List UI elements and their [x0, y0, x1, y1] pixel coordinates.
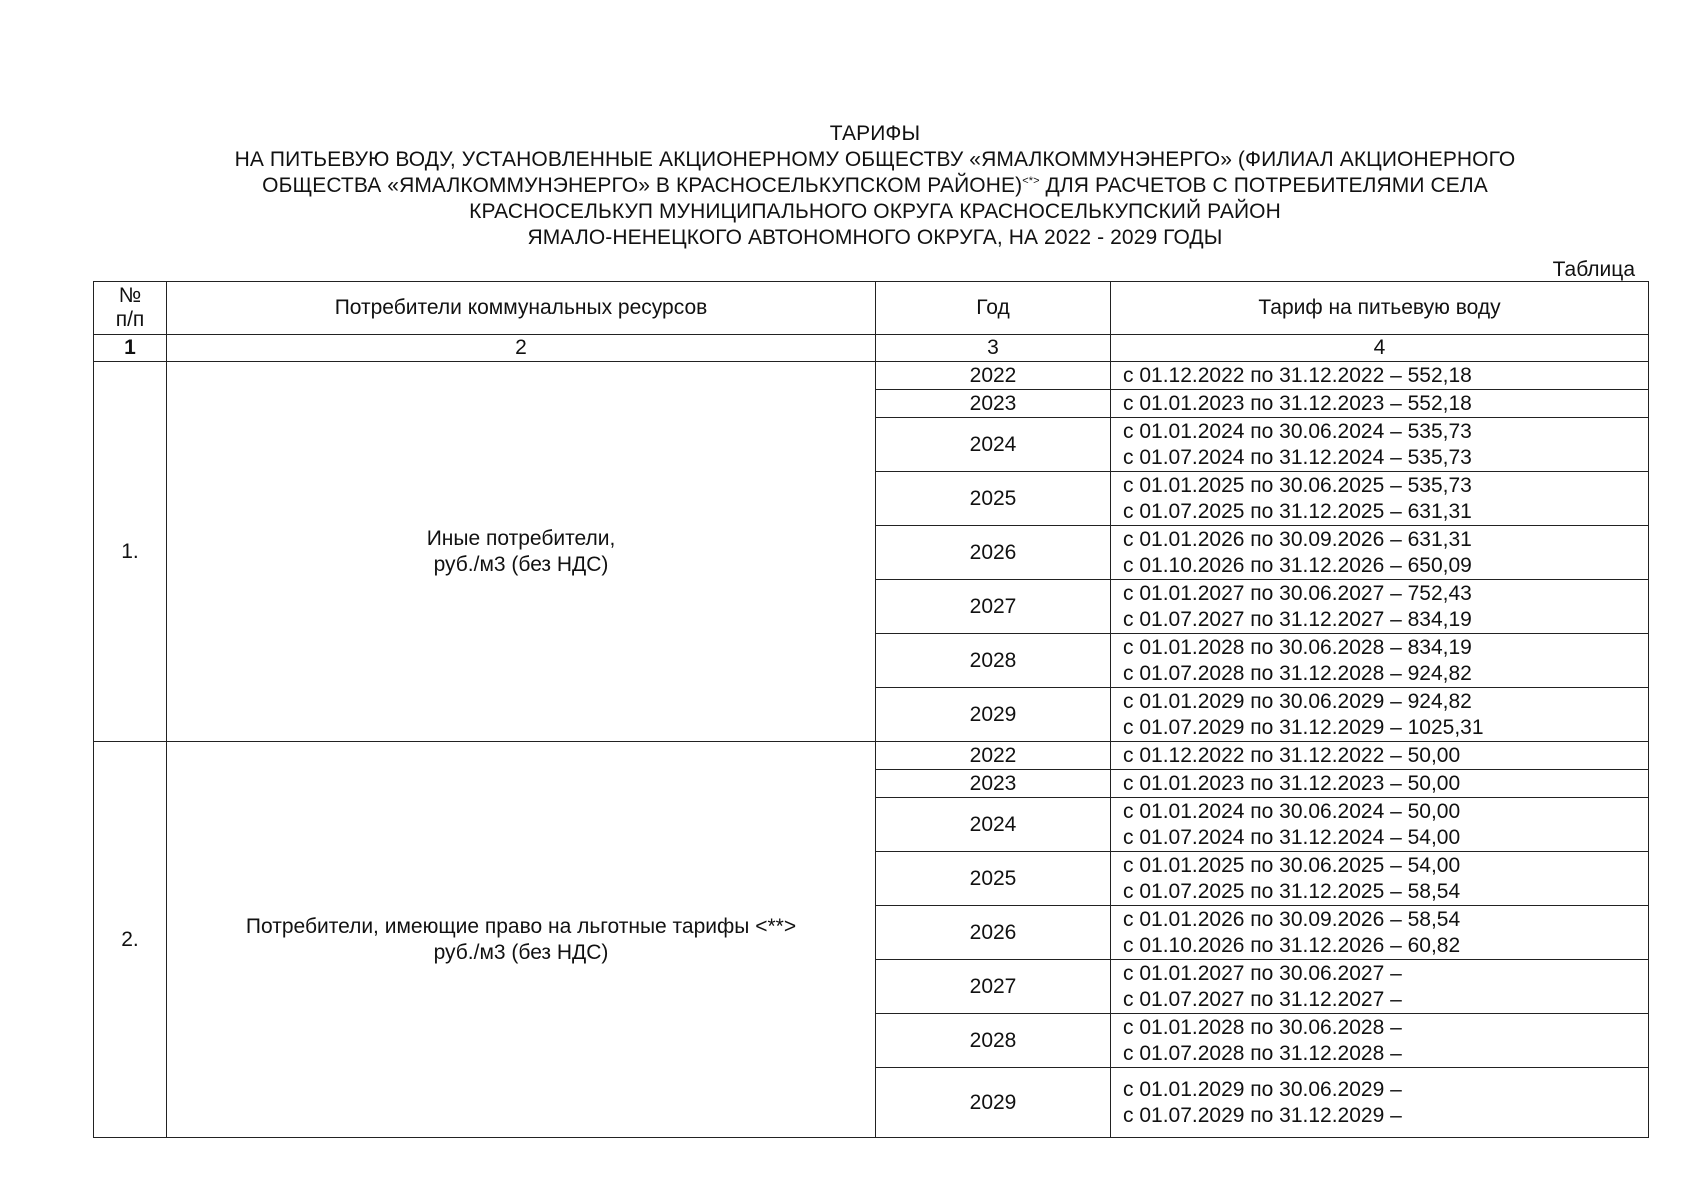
tariff-cell	[1111, 688, 1649, 742]
consumer-line: Иные потребители,	[426, 526, 616, 550]
tariff-period: с 01.01.2027 по 30.06.2027 –	[1123, 961, 1402, 985]
title-text: ДЛЯ РАСЧЕТОВ С ПОТРЕБИТЕЛЯМИ СЕЛА	[1039, 174, 1488, 197]
tariff-period: с 01.07.2028 по 31.12.2028 –	[1123, 1041, 1402, 1065]
tariff-period: с 01.01.2025 по 30.06.2025 – 54,00	[1123, 853, 1461, 877]
column-number-cell: 2	[167, 335, 876, 362]
year-cell: 2023	[876, 390, 1111, 418]
tariff-period: с 01.07.2027 по 31.12.2027 – 834,19	[1123, 607, 1472, 631]
year-cell: 2022	[876, 362, 1111, 390]
tariff-period: с 01.10.2026 по 31.12.2026 – 60,82	[1123, 933, 1461, 957]
title-line: ТАРИФЫ	[829, 122, 921, 145]
row-number: 1.	[94, 362, 167, 742]
consumer-category	[167, 362, 876, 742]
footnote-marker: <*>	[1022, 175, 1040, 187]
column-number-row	[94, 335, 1649, 362]
year-cell: 2028	[876, 1014, 1111, 1068]
tariff-period: с 01.10.2026 по 31.12.2026 – 650,09	[1123, 553, 1472, 577]
header-consumers: Потребители коммунальных ресурсов	[167, 282, 876, 335]
year-cell: 2026	[876, 906, 1111, 960]
consumer-line: Потребители, имеющие право на льготные тарифы <**>	[245, 914, 797, 938]
header-num-line: №	[118, 284, 142, 307]
year-cell: 2025	[876, 852, 1111, 906]
tariff-period: с 01.01.2029 по 30.06.2029 – 924,82	[1123, 689, 1472, 713]
tariff-cell	[1111, 526, 1649, 580]
column-number-cell: 4	[1111, 335, 1649, 362]
year-cell: 2023	[876, 770, 1111, 798]
tariff-cell	[1111, 418, 1649, 472]
year-cell: 2029	[876, 688, 1111, 742]
tariff-period: с 01.01.2028 по 30.06.2028 – 834,19	[1123, 635, 1472, 659]
tariff-period: с 01.07.2025 по 31.12.2025 – 58,54	[1123, 879, 1461, 903]
tariff-cell	[1111, 580, 1649, 634]
tariff-period: с 01.01.2028 по 30.06.2028 –	[1123, 1015, 1402, 1039]
tariff-period: с 01.01.2024 по 30.06.2024 – 50,00	[1123, 799, 1461, 823]
row-number: 2.	[94, 742, 167, 1138]
tariff-cell	[1111, 798, 1649, 852]
title-line	[100, 173, 1650, 199]
tariff-period: с 01.07.2029 по 31.12.2029 – 1025,31	[1123, 715, 1484, 739]
tariff-table	[93, 281, 1649, 1138]
tariff-cell	[1111, 362, 1649, 390]
header-row	[94, 282, 1649, 335]
tariff-period: с 01.07.2025 по 31.12.2025 – 631,31	[1123, 499, 1472, 523]
year-cell: 2024	[876, 418, 1111, 472]
tariff-period: с 01.01.2023 по 31.12.2023 – 552,18	[1123, 391, 1472, 415]
tariff-period: с 01.01.2027 по 30.06.2027 – 752,43	[1123, 581, 1472, 605]
tariff-cell	[1111, 852, 1649, 906]
year-cell: 2026	[876, 526, 1111, 580]
year-cell: 2029	[876, 1068, 1111, 1138]
header-year: Год	[876, 282, 1111, 335]
header-tariff: Тариф на питьевую воду	[1111, 282, 1649, 335]
tariff-period: с 01.07.2024 по 31.12.2024 – 54,00	[1123, 825, 1461, 849]
tariff-period: с 01.07.2028 по 31.12.2028 – 924,82	[1123, 661, 1472, 685]
tariff-period: с 01.01.2029 по 30.06.2029 –	[1123, 1077, 1402, 1101]
year-cell: 2022	[876, 742, 1111, 770]
year-cell: 2028	[876, 634, 1111, 688]
tariff-cell	[1111, 634, 1649, 688]
consumer-line: руб./м3 (без НДС)	[433, 552, 609, 576]
tariff-cell	[1111, 742, 1649, 770]
tariff-period: с 01.07.2024 по 31.12.2024 – 535,73	[1123, 445, 1472, 469]
tariff-period: с 01.07.2027 по 31.12.2027 –	[1123, 987, 1402, 1011]
consumer-category	[167, 742, 876, 1138]
title-line: ЯМАЛО-НЕНЕЦКОГО АВТОНОМНОГО ОКРУГА, НА 2022 - 2029 ГОДЫ	[527, 226, 1223, 249]
tariff-cell	[1111, 472, 1649, 526]
column-number-cell: 1	[94, 335, 167, 362]
tariff-cell	[1111, 1014, 1649, 1068]
header-num-line: п/п	[115, 308, 145, 331]
year-cell: 2024	[876, 798, 1111, 852]
column-number-cell: 3	[876, 335, 1111, 362]
tariff-period: с 01.07.2029 по 31.12.2029 –	[1123, 1103, 1402, 1127]
document-title	[100, 121, 1650, 251]
tariff-cell	[1111, 1068, 1649, 1138]
tariff-cell	[1111, 770, 1649, 798]
tariff-period: с 01.01.2024 по 30.06.2024 – 535,73	[1123, 419, 1472, 443]
tariff-period: с 01.01.2025 по 30.06.2025 – 535,73	[1123, 473, 1472, 497]
tariff-cell	[1111, 960, 1649, 1014]
tariff-period: с 01.12.2022 по 31.12.2022 – 50,00	[1123, 743, 1461, 767]
tariff-period: с 01.01.2023 по 31.12.2023 – 50,00	[1123, 771, 1461, 795]
title-line: КРАСНОСЕЛЬКУП МУНИЦИПАЛЬНОГО ОКРУГА КРАСНОСЕЛЬКУПСКИЙ РАЙОН	[469, 200, 1281, 223]
title-line: НА ПИТЬЕВУЮ ВОДУ, УСТАНОВЛЕННЫЕ АКЦИОНЕРНОМУ ОБЩЕСТВУ «ЯМАЛКОММУНЭНЕРГО» (ФИЛИАЛ АКЦИОНЕРНОГО	[234, 148, 1516, 171]
consumer-line: руб./м3 (без НДС)	[433, 940, 609, 964]
table-row	[94, 742, 1649, 770]
tariff-period: с 01.12.2022 по 31.12.2022 – 552,18	[1123, 363, 1472, 387]
year-cell: 2025	[876, 472, 1111, 526]
table-caption: Таблица	[1552, 258, 1635, 281]
table-row	[94, 362, 1649, 390]
tariff-period: с 01.01.2026 по 30.09.2026 – 58,54	[1123, 907, 1461, 931]
tariff-cell	[1111, 390, 1649, 418]
year-cell: 2027	[876, 580, 1111, 634]
tariff-period: с 01.01.2026 по 30.09.2026 – 631,31	[1123, 527, 1472, 551]
title-text: ОБЩЕСТВА «ЯМАЛКОММУНЭНЕРГО» В КРАСНОСЕЛЬКУПСКОМ РАЙОНЕ)	[262, 174, 1023, 197]
header-num	[94, 282, 167, 335]
tariff-cell	[1111, 906, 1649, 960]
year-cell: 2027	[876, 960, 1111, 1014]
